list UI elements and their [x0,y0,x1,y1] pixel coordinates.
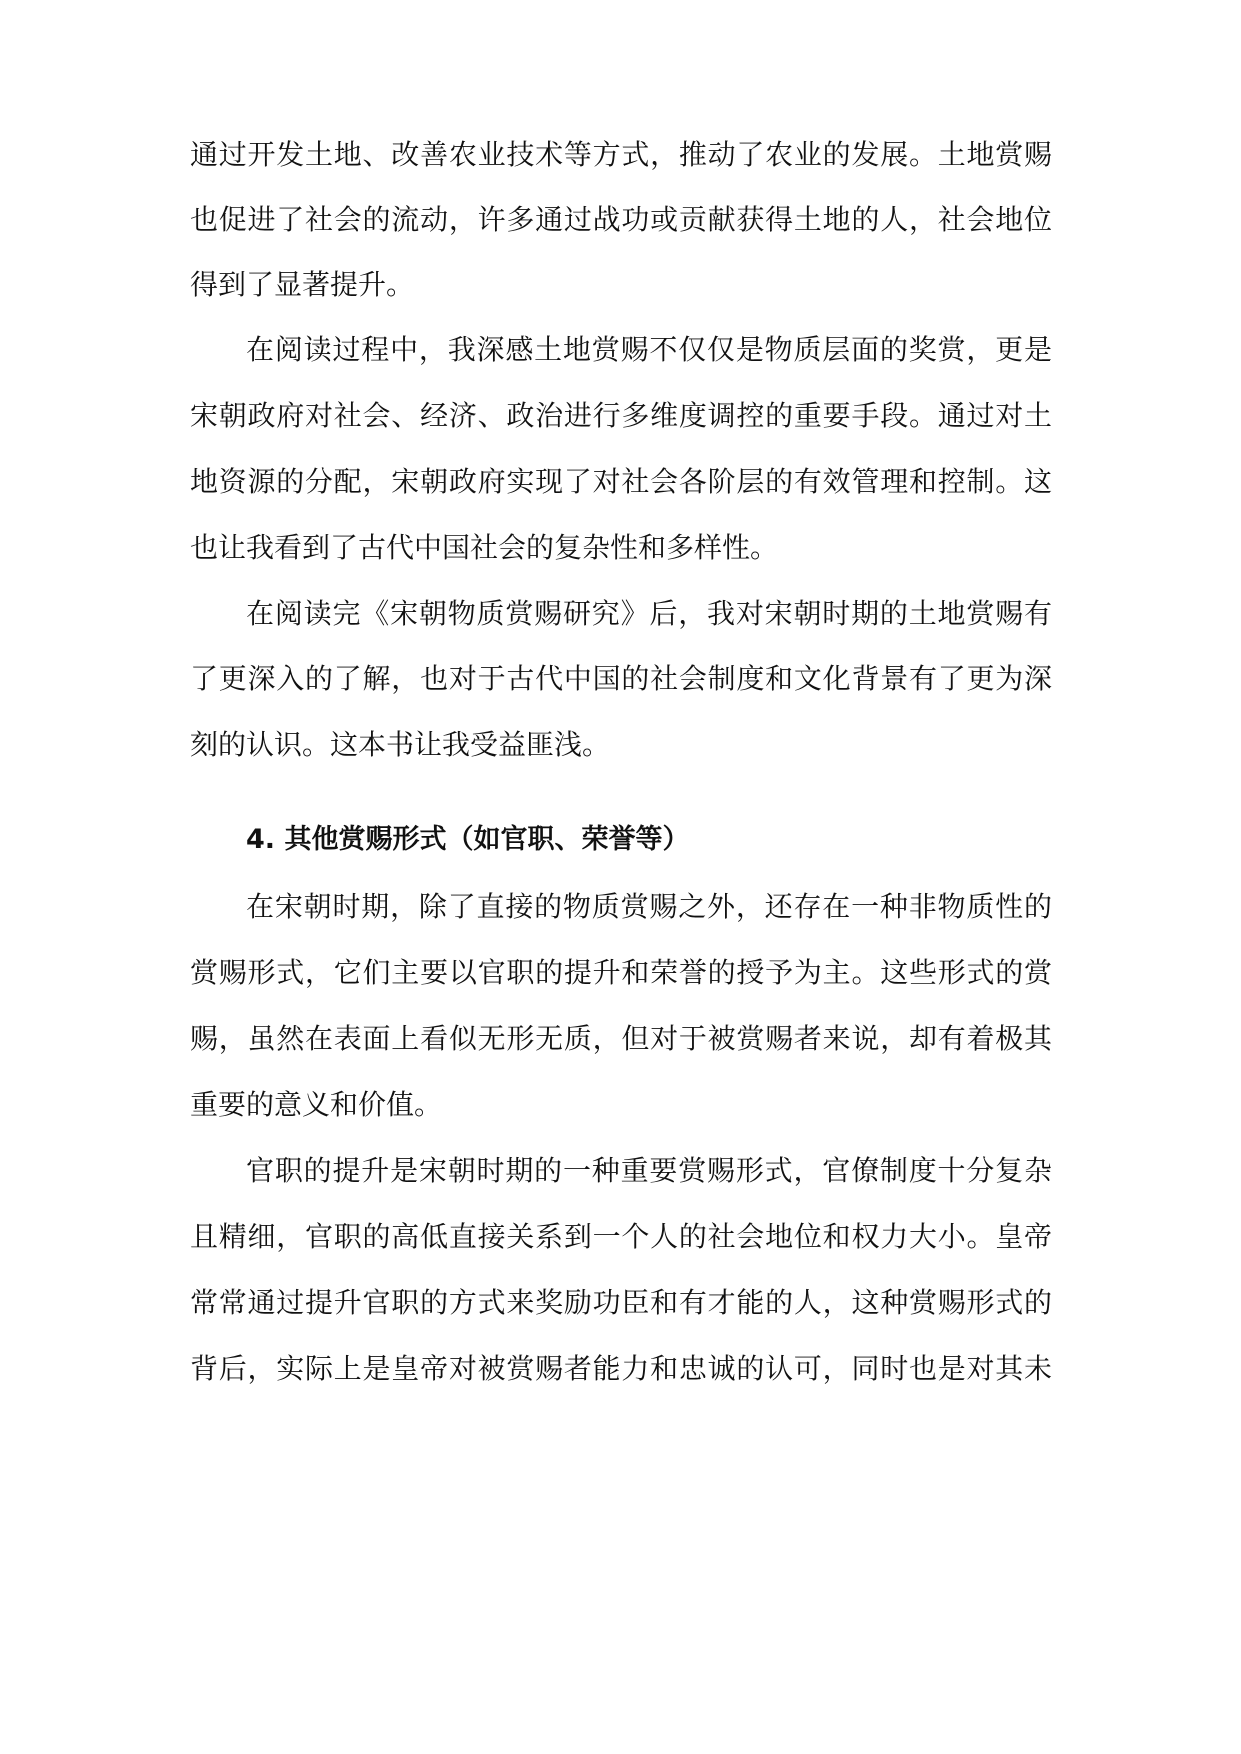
section-paragraph-2-line-1: 官职的提升是宋朝时期的一种重要赏赐形式，官僚制度十分复杂 [246,1154,1052,1187]
paragraph-2-line-3: 地资源的分配，宋朝政府实现了对社会各阶层的有效管理和控制。这 [190,465,1052,498]
section-paragraph-2-line-4: 背后，实际上是皇帝对被赏赐者能力和忠诚的认可，同时也是对其未 [190,1352,1052,1385]
section-paragraph-1-line-4: 重要的意义和价值。 [190,1088,443,1121]
section-paragraph-1-line-3: 赐，虽然在表面上看似无形无质，但对于被赏赐者来说，却有着极其 [190,1022,1052,1055]
paragraph-3-line-2: 了更深入的了解，也对于古代中国的社会制度和文化背景有了更为深 [190,662,1052,695]
paragraph-3-line-1: 在阅读完《宋朝物质赏赐研究》后，我对宋朝时期的土地赏赐有 [246,597,1052,630]
paragraph-1-line-2: 也促进了社会的流动，许多通过战功或贡献获得土地的人，社会地位 [190,203,1052,236]
section-paragraph-2-line-2: 且精细，官职的高低直接关系到一个人的社会地位和权力大小。皇帝 [190,1220,1052,1253]
paragraph-2-line-4: 也让我看到了古代中国社会的复杂性和多样性。 [190,531,779,564]
section-paragraph-1-line-1: 在宋朝时期，除了直接的物质赏赐之外，还存在一种非物质性的 [246,890,1052,923]
paragraph-1-line-3: 得到了显著提升。 [190,268,415,301]
section-paragraph-2-line-3: 常常通过提升官职的方式来奖励功臣和有才能的人，这种赏赐形式的 [190,1286,1052,1319]
paragraph-1-line-1: 通过开发土地、改善农业技术等方式，推动了农业的发展。土地赏赐 [190,138,1052,171]
paragraph-2-line-2: 宋朝政府对社会、经济、政治进行多维度调控的重要手段。通过对土 [190,399,1052,432]
paragraph-2-line-1: 在阅读过程中，我深感土地赏赐不仅仅是物质层面的奖赏，更是 [246,333,1052,366]
section-paragraph-1-line-2: 赏赐形式，它们主要以官职的提升和荣誉的授予为主。这些形式的赏 [190,956,1052,989]
paragraph-3-line-3: 刻的认识。这本书让我受益匪浅。 [190,728,611,761]
section-heading: 4. 其他赏赐形式（如官职、荣誉等） [246,824,690,855]
